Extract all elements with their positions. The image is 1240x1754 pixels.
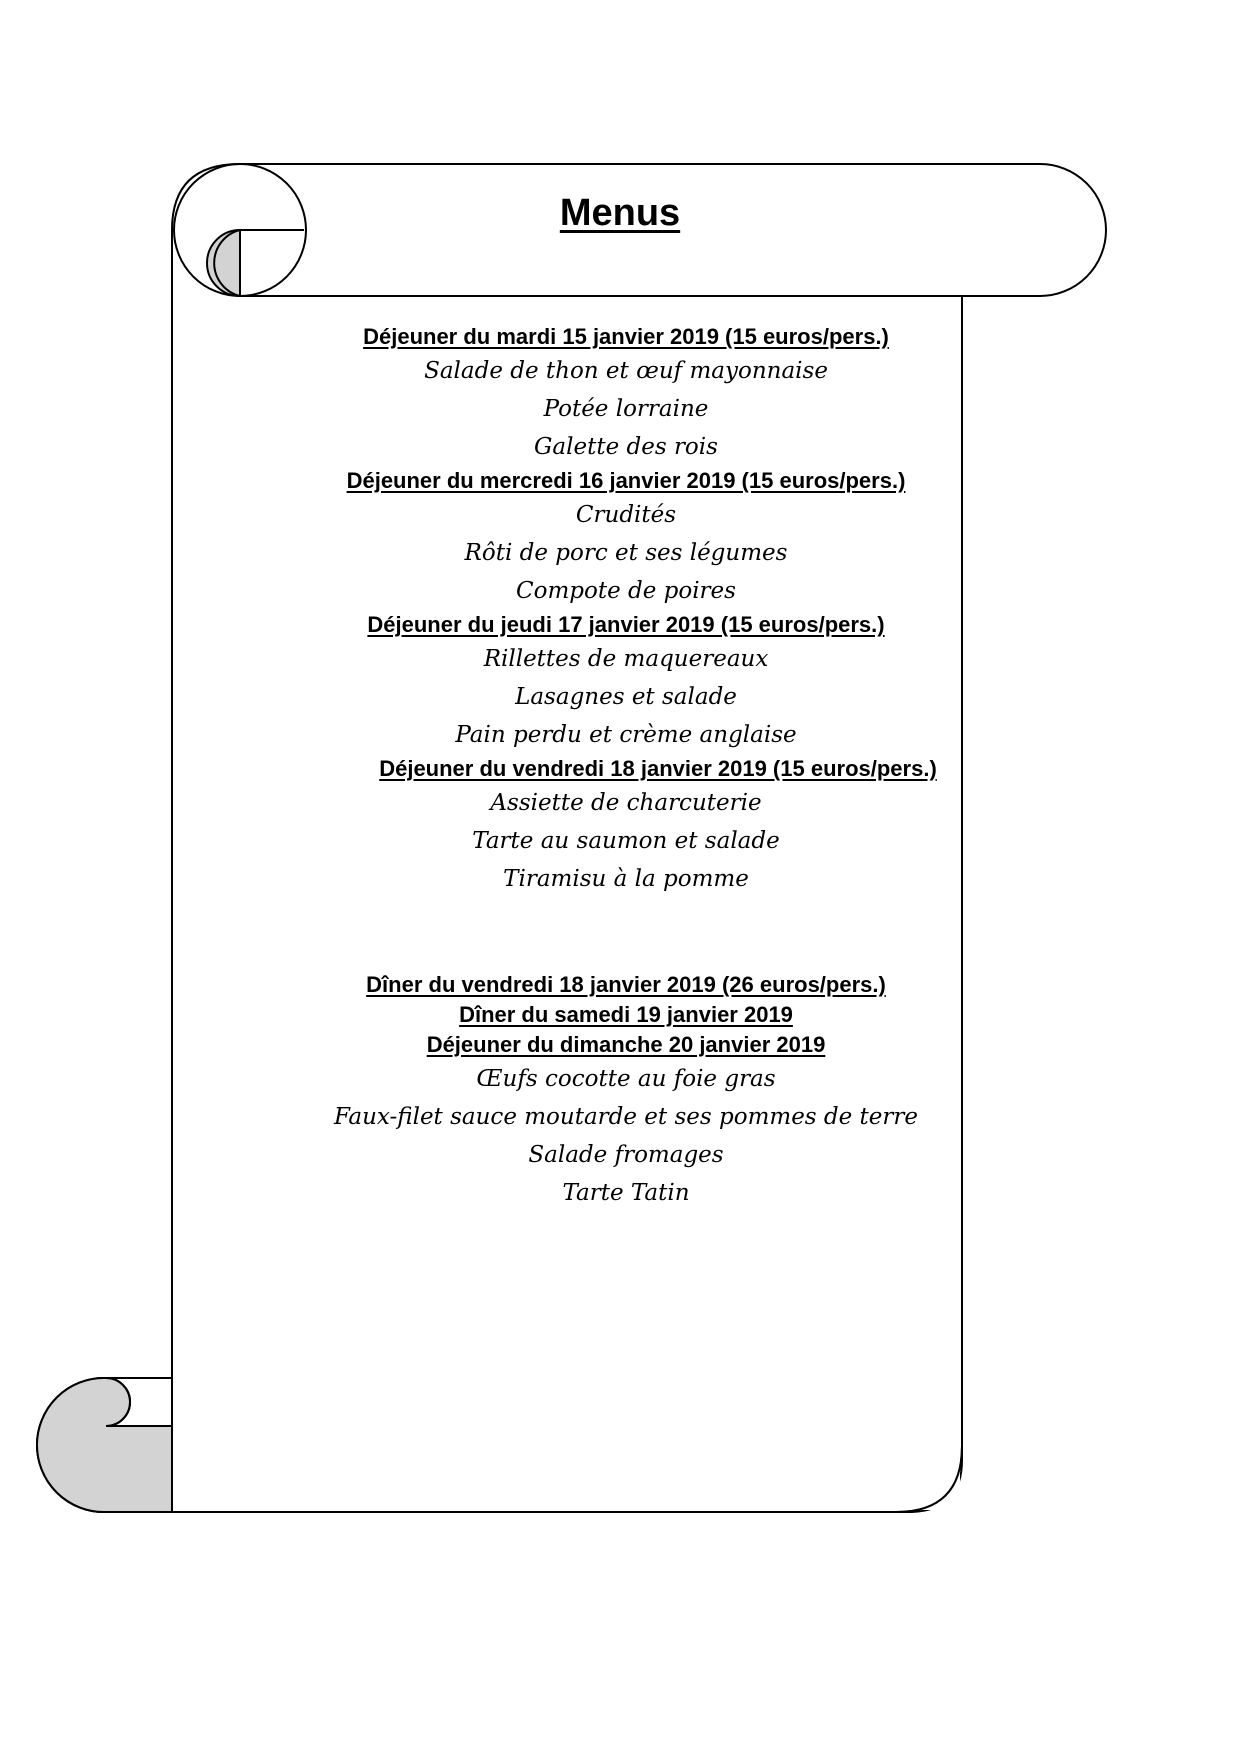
menu-section-tuesday: [222, 322, 1030, 466]
dish-item: Compote de poires: [516, 578, 736, 604]
section-heading: Déjeuner du dimanche 20 janvier 2019: [426, 1032, 826, 1057]
dish-item: Lasagnes et salade: [515, 684, 737, 710]
section-heading: Déjeuner du vendredi 18 janvier 2019 (15 euros/pers.): [379, 756, 937, 781]
menu-section-weekend: [222, 970, 1030, 1212]
dish-item: Assiette de charcuterie: [490, 790, 762, 816]
dish-item: Tarte au saumon et salade: [472, 828, 780, 854]
dish-item: Tarte Tatin: [562, 1180, 690, 1206]
dish-item: Galette des rois: [534, 434, 718, 460]
dish-item: Salade fromages: [528, 1142, 724, 1168]
menu-section-thursday: [222, 610, 1030, 754]
section-heading: Déjeuner du jeudi 17 janvier 2019 (15 euros/pers.): [367, 612, 885, 637]
dish-item: Faux-filet sauce moutarde et ses pommes de terre: [333, 1104, 919, 1130]
dish-item: Potée lorraine: [543, 396, 709, 422]
menu-section-friday: [222, 754, 1030, 898]
section-spacer: [222, 898, 1030, 970]
section-heading: Déjeuner du mardi 15 janvier 2019 (15 euros/pers.): [363, 324, 889, 349]
menu-list: [222, 322, 1030, 1212]
dish-item: Œufs cocotte au foie gras: [476, 1066, 776, 1092]
section-heading: Dîner du samedi 19 janvier 2019: [459, 1002, 793, 1027]
page-title: Menus: [559, 192, 681, 234]
dish-item: Rôti de porc et ses légumes: [464, 540, 788, 566]
dish-item: Tiramisu à la pomme: [503, 866, 749, 892]
dish-item: Pain perdu et crème anglaise: [455, 722, 797, 748]
dish-item: Rillettes de maquereaux: [483, 646, 769, 672]
menu-section-wednesday: [222, 466, 1030, 610]
dish-item: Crudités: [575, 502, 677, 528]
dish-item: Salade de thon et œuf mayonnaise: [424, 358, 828, 384]
section-heading: Dîner du vendredi 18 janvier 2019 (26 euros/pers.): [366, 972, 886, 997]
section-heading: Déjeuner du mercredi 16 janvier 2019 (15 euros/pers.): [346, 468, 906, 493]
